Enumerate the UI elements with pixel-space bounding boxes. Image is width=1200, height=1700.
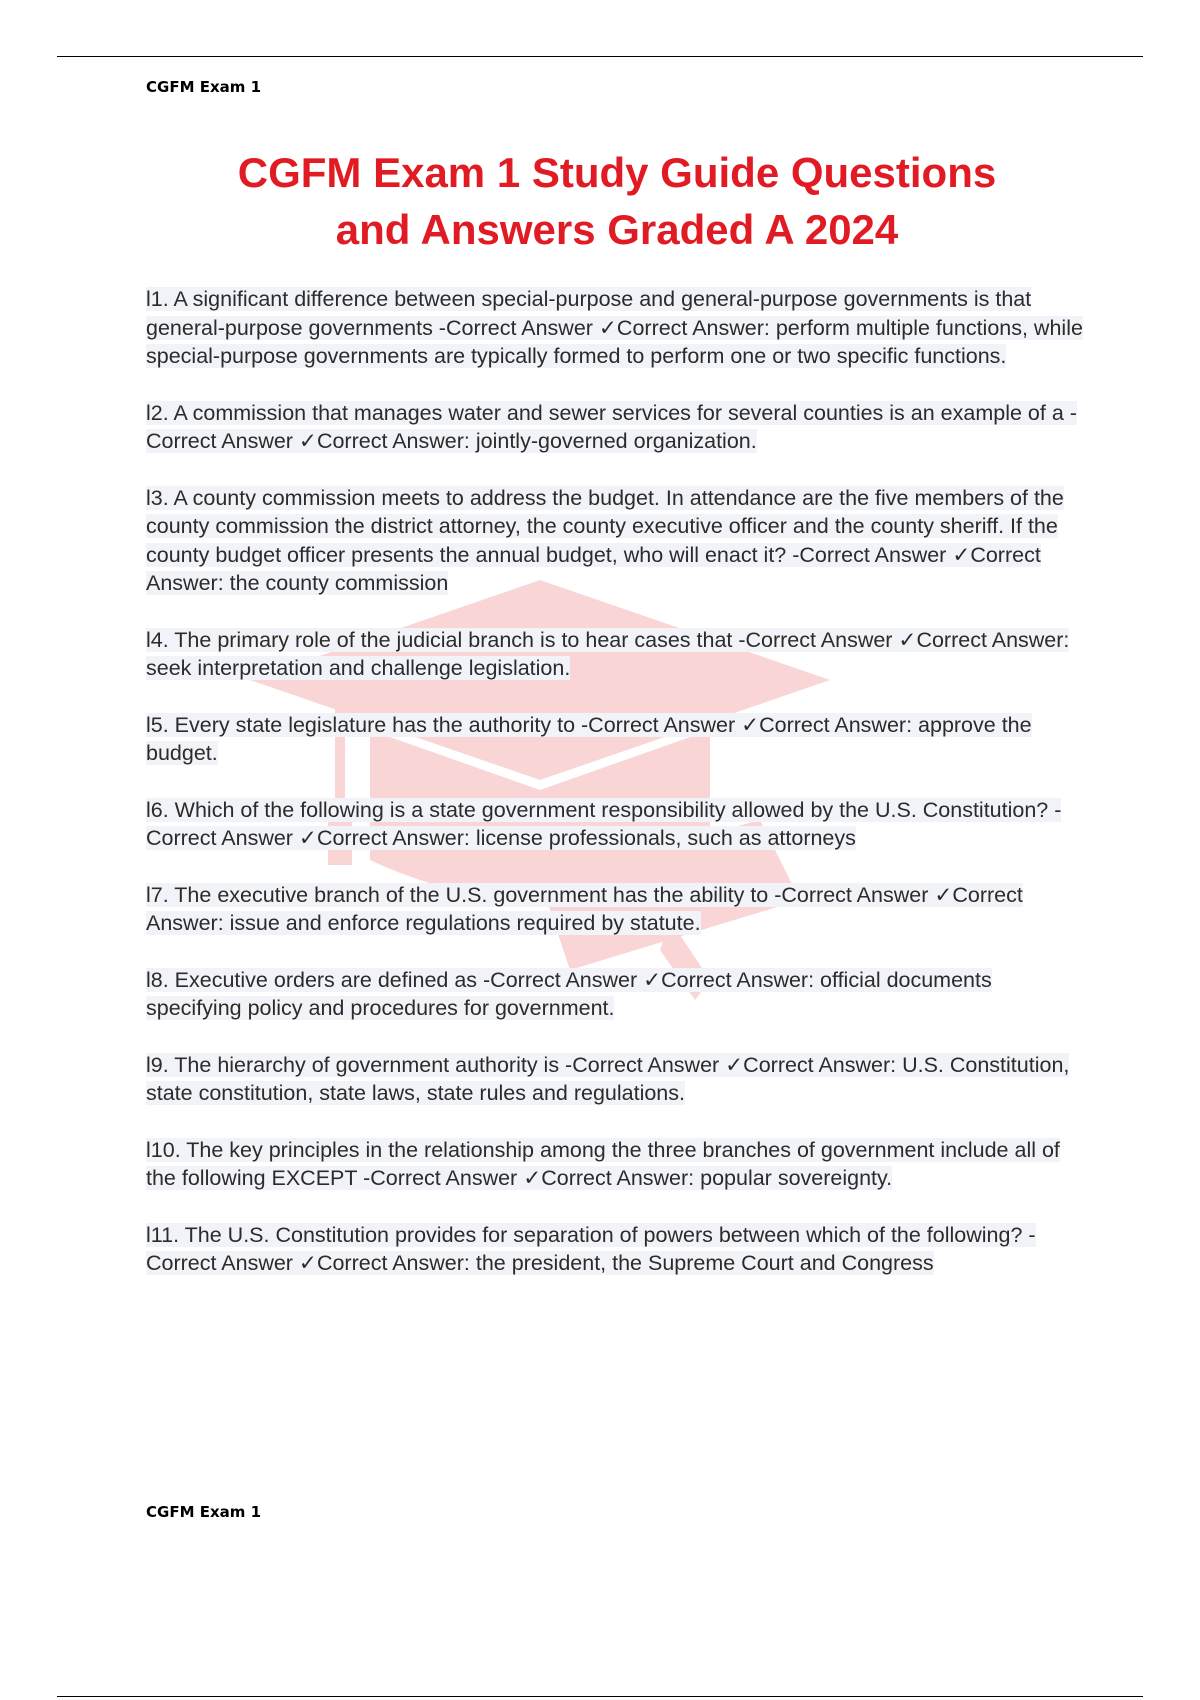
question-11	[146, 1221, 1086, 1278]
question-8-text: l8. Executive orders are defined as -Correct Answer ✓Correct Answer: official documents specifying policy and procedures for government.	[146, 967, 992, 1020]
question-7-text: l7. The executive branch of the U.S. government has the ability to -Correct Answer ✓Correct Answer: issue and enforce regulations required by statute.	[146, 882, 1023, 935]
header-rule	[57, 56, 1143, 57]
document-title-line-2: and Answers Graded A 2024	[335, 206, 899, 253]
question-3-text: l3. A county commission meets to address the budget. In attendance are the five members of the county commission the district attorney, the county executive officer and the county sheriff. If the county budget officer presents the annual budget, who will enact it? -Correct Answer ✓Correct Answer: the county commission	[146, 485, 1064, 595]
question-11-text: l11. The U.S. Constitution provides for separation of powers between which of the following? -Correct Answer ✓Correct Answer: the president, the Supreme Court and Congress	[146, 1222, 1036, 1275]
question-9-text: l9. The hierarchy of government authority is -Correct Answer ✓Correct Answer: U.S. Constitution, state constitution, state laws, state rules and regulations.	[146, 1052, 1070, 1105]
page-footer-label: CGFM Exam 1	[146, 1503, 262, 1521]
question-5-text: l5. Every state legislature has the authority to -Correct Answer ✓Correct Answer: approve the budget.	[146, 712, 1032, 765]
question-6-text: l6. Which of the following is a state government responsibility allowed by the U.S. Constitution? -Correct Answer ✓Correct Answer: license professionals, such as attorneys	[146, 797, 1062, 850]
question-6	[146, 796, 1086, 853]
document-title	[0, 144, 1200, 258]
question-2-text: l2. A commission that manages water and sewer services for several counties is an example of a -Correct Answer ✓Correct Answer: jointly-governed organization.	[146, 400, 1077, 453]
question-1	[146, 285, 1086, 371]
question-10-text: l10. The key principles in the relationship among the three branches of government include all of the following EXCEPT -Correct Answer ✓Correct Answer: popular sovereignty.	[146, 1137, 1060, 1190]
document-title-line-1: CGFM Exam 1 Study Guide Questions	[237, 149, 997, 196]
question-4-text: l4. The primary role of the judicial branch is to hear cases that -Correct Answer ✓Correct Answer: seek interpretation and challenge legislation.	[146, 627, 1070, 680]
question-10	[146, 1136, 1086, 1193]
page-header-label: CGFM Exam 1	[146, 78, 262, 96]
question-7	[146, 881, 1086, 938]
question-list	[146, 285, 1086, 1306]
footer-rule	[57, 1696, 1143, 1697]
question-2	[146, 399, 1086, 456]
question-8	[146, 966, 1086, 1023]
question-3	[146, 484, 1086, 598]
question-1-text: l1. A significant difference between special-purpose and general-purpose governments is that general-purpose governments -Correct Answer ✓Correct Answer: perform multiple functions, while special-purpose governments are typically formed to perform one or two specific functions.	[146, 287, 1083, 368]
question-4	[146, 626, 1086, 683]
question-5	[146, 711, 1086, 768]
question-9	[146, 1051, 1086, 1108]
